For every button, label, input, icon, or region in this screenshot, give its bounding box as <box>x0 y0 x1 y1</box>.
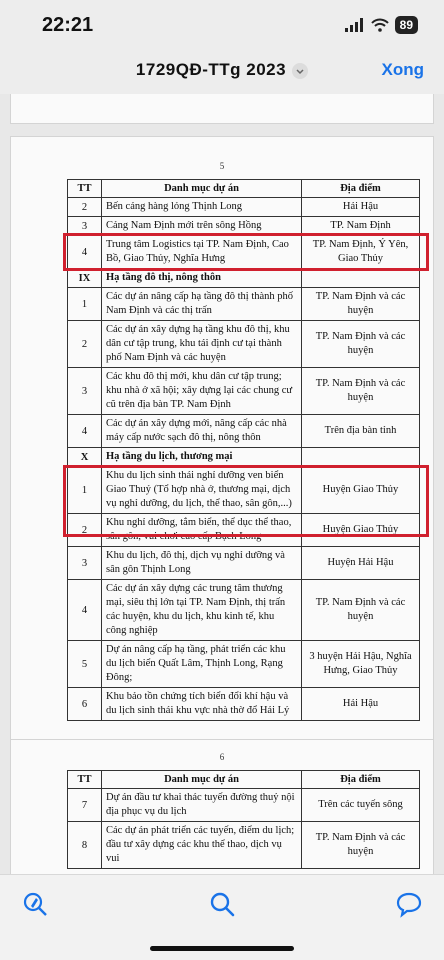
row-location: TP. Nam Định và các huyện <box>302 321 420 368</box>
document-viewer[interactable] <box>0 94 444 874</box>
column-header-project: Danh mục dự án <box>102 180 302 198</box>
highlight-box-tourism <box>63 465 429 537</box>
row-location: Trên địa bàn tỉnh <box>302 415 420 448</box>
battery-level: 89 <box>395 16 418 34</box>
row-tt: 4 <box>68 415 102 448</box>
table-row <box>68 368 420 415</box>
row-tt: 5 <box>68 641 102 688</box>
row-tt: 4 <box>68 236 102 269</box>
row-project: Các dự án xây dựng hạ tầng khu đô thị, khu dân cư tập trung, khu tái định cư tại thành phố Nam Định và các huyện <box>102 321 302 368</box>
section-title: Hạ tầng đô thị, nông thôn <box>102 269 302 288</box>
row-project: Các dự án xây dựng các trung tâm thương mại, siêu thị lớn tại TP. Nam Định, thị trấn các huyện, khu du lịch, khu kinh tế, khu công nghiệp <box>102 580 302 641</box>
table-row <box>68 288 420 321</box>
document-title: 1729QĐ-TTg 2023 <box>135 60 287 79</box>
row-project: Khu nghỉ dưỡng, tắm biển, thể dục thể thao, sân gôn, vui chơi cao cấp Bạch Long <box>102 514 302 547</box>
comment-icon[interactable] <box>394 889 424 919</box>
document-page <box>10 94 434 124</box>
row-project: Các dự án phát triển các tuyến, điểm du lịch; đầu tư xây dựng các khu thể thao, dịch vụ vui <box>102 822 302 869</box>
row-location: TP. Nam Định và các huyện <box>302 288 420 321</box>
column-header-location: Địa điểm <box>302 180 420 198</box>
status-icons <box>345 16 418 34</box>
status-time: 22:21 <box>42 14 94 36</box>
row-project: Khu bảo tồn chứng tích biển đổi khí hậu và du lịch sinh thái khu vực nhà thờ đổ Hải Lý <box>102 688 302 721</box>
section-number: X <box>68 448 102 467</box>
highlight-box-logistics <box>63 233 429 271</box>
row-tt: 1 <box>68 467 102 514</box>
row-location: TP. Nam Định <box>302 217 420 236</box>
table-row <box>68 547 420 580</box>
table-row <box>68 688 420 721</box>
row-location <box>302 269 420 288</box>
table-section-row <box>68 269 420 288</box>
row-tt: 7 <box>68 789 102 822</box>
row-project: Các dự án xây dựng mới, nâng cấp các nhà máy cấp nước sạch đô thị, nông thôn <box>102 415 302 448</box>
row-tt: 4 <box>68 580 102 641</box>
row-tt: 2 <box>68 514 102 547</box>
section-number: IX <box>68 269 102 288</box>
row-location: Trên các tuyến sông <box>302 789 420 822</box>
cellular-signal-icon <box>345 18 365 32</box>
table-row <box>68 822 420 869</box>
table-row <box>68 641 420 688</box>
wifi-icon <box>371 18 389 32</box>
table-row <box>68 580 420 641</box>
row-tt: 2 <box>68 198 102 217</box>
status-bar <box>0 0 444 44</box>
table-header-row <box>68 771 420 789</box>
document-page <box>10 136 434 791</box>
row-location: TP. Nam Định, Ý Yên, Giao Thủy <box>302 236 420 269</box>
row-location: Huyện Giao Thủy <box>302 467 420 514</box>
markup-icon[interactable] <box>20 889 50 919</box>
row-location: Hải Hậu <box>302 198 420 217</box>
row-location: Huyện Giao Thủy <box>302 514 420 547</box>
row-project: Dự án đầu tư khai thác tuyến đường thuỷ nội địa phục vụ du lịch <box>102 789 302 822</box>
page-number: 6 <box>219 752 225 762</box>
row-location: TP. Nam Định và các huyện <box>302 822 420 869</box>
row-location: TP. Nam Định và các huyện <box>302 580 420 641</box>
document-title-button[interactable] <box>0 60 444 80</box>
row-project: Bến cảng hàng lỏng Thịnh Long <box>102 198 302 217</box>
table-row <box>68 415 420 448</box>
column-header-tt: TT <box>68 771 102 789</box>
table-row <box>68 789 420 822</box>
row-project: Khu du lịch, đô thị, dịch vụ nghỉ dưỡng và sân gôn Thịnh Long <box>102 547 302 580</box>
row-tt: 3 <box>68 217 102 236</box>
column-header-location: Địa điểm <box>302 771 420 789</box>
table-row <box>68 198 420 217</box>
row-location: Hải Hậu <box>302 688 420 721</box>
table-section-row <box>68 448 420 467</box>
row-tt: 2 <box>68 321 102 368</box>
row-location: Huyện Hải Hậu <box>302 547 420 580</box>
row-tt: 3 <box>68 547 102 580</box>
column-header-tt: TT <box>68 180 102 198</box>
page-number: 5 <box>219 161 225 171</box>
project-table <box>67 770 420 869</box>
section-title: Hạ tầng du lịch, thương mại <box>102 448 302 467</box>
row-location: 3 huyện Hải Hậu, Nghĩa Hưng, Giao Thủy <box>302 641 420 688</box>
row-location <box>302 448 420 467</box>
done-button[interactable]: Xong <box>381 60 424 79</box>
document-page <box>10 739 434 874</box>
row-project: Các khu đô thị mới, khu dân cư tập trung; khu nhà ở xã hội; xây dựng lại các chung cư cũ trên địa bàn TP. Nam Định <box>102 368 302 415</box>
row-project: Trung tâm Logistics tại TP. Nam Định, Cao Bồ, Giao Thủy, Nghĩa Hưng <box>102 236 302 269</box>
nav-bar <box>0 44 444 94</box>
table-header-row <box>68 180 420 198</box>
row-tt: 3 <box>68 368 102 415</box>
row-location: TP. Nam Định và các huyện <box>302 368 420 415</box>
chevron-down-icon <box>292 63 308 79</box>
column-header-project: Danh mục dự án <box>102 771 302 789</box>
row-tt: 1 <box>68 288 102 321</box>
home-indicator <box>150 946 294 951</box>
row-project: Các dự án nâng cấp hạ tầng đô thị thành phố Nam Định và các thị trấn <box>102 288 302 321</box>
row-project: Khu du lịch sinh thái nghỉ dưỡng ven biển Giao Thuỷ (Tổ hợp nhà ở, thương mại, dịch vụ nghỉ dưỡng, du lịch, thể thao, sân gôn,...) <box>102 467 302 514</box>
row-project: Dự án nâng cấp hạ tầng, phát triển các khu du lịch biển Quất Lâm, Thịnh Long, Rạng Đông; <box>102 641 302 688</box>
row-tt: 8 <box>68 822 102 869</box>
table-row <box>68 321 420 368</box>
row-tt: 6 <box>68 688 102 721</box>
row-project: Cảng Nam Định mới trên sông Hồng <box>102 217 302 236</box>
search-icon[interactable] <box>207 889 237 919</box>
